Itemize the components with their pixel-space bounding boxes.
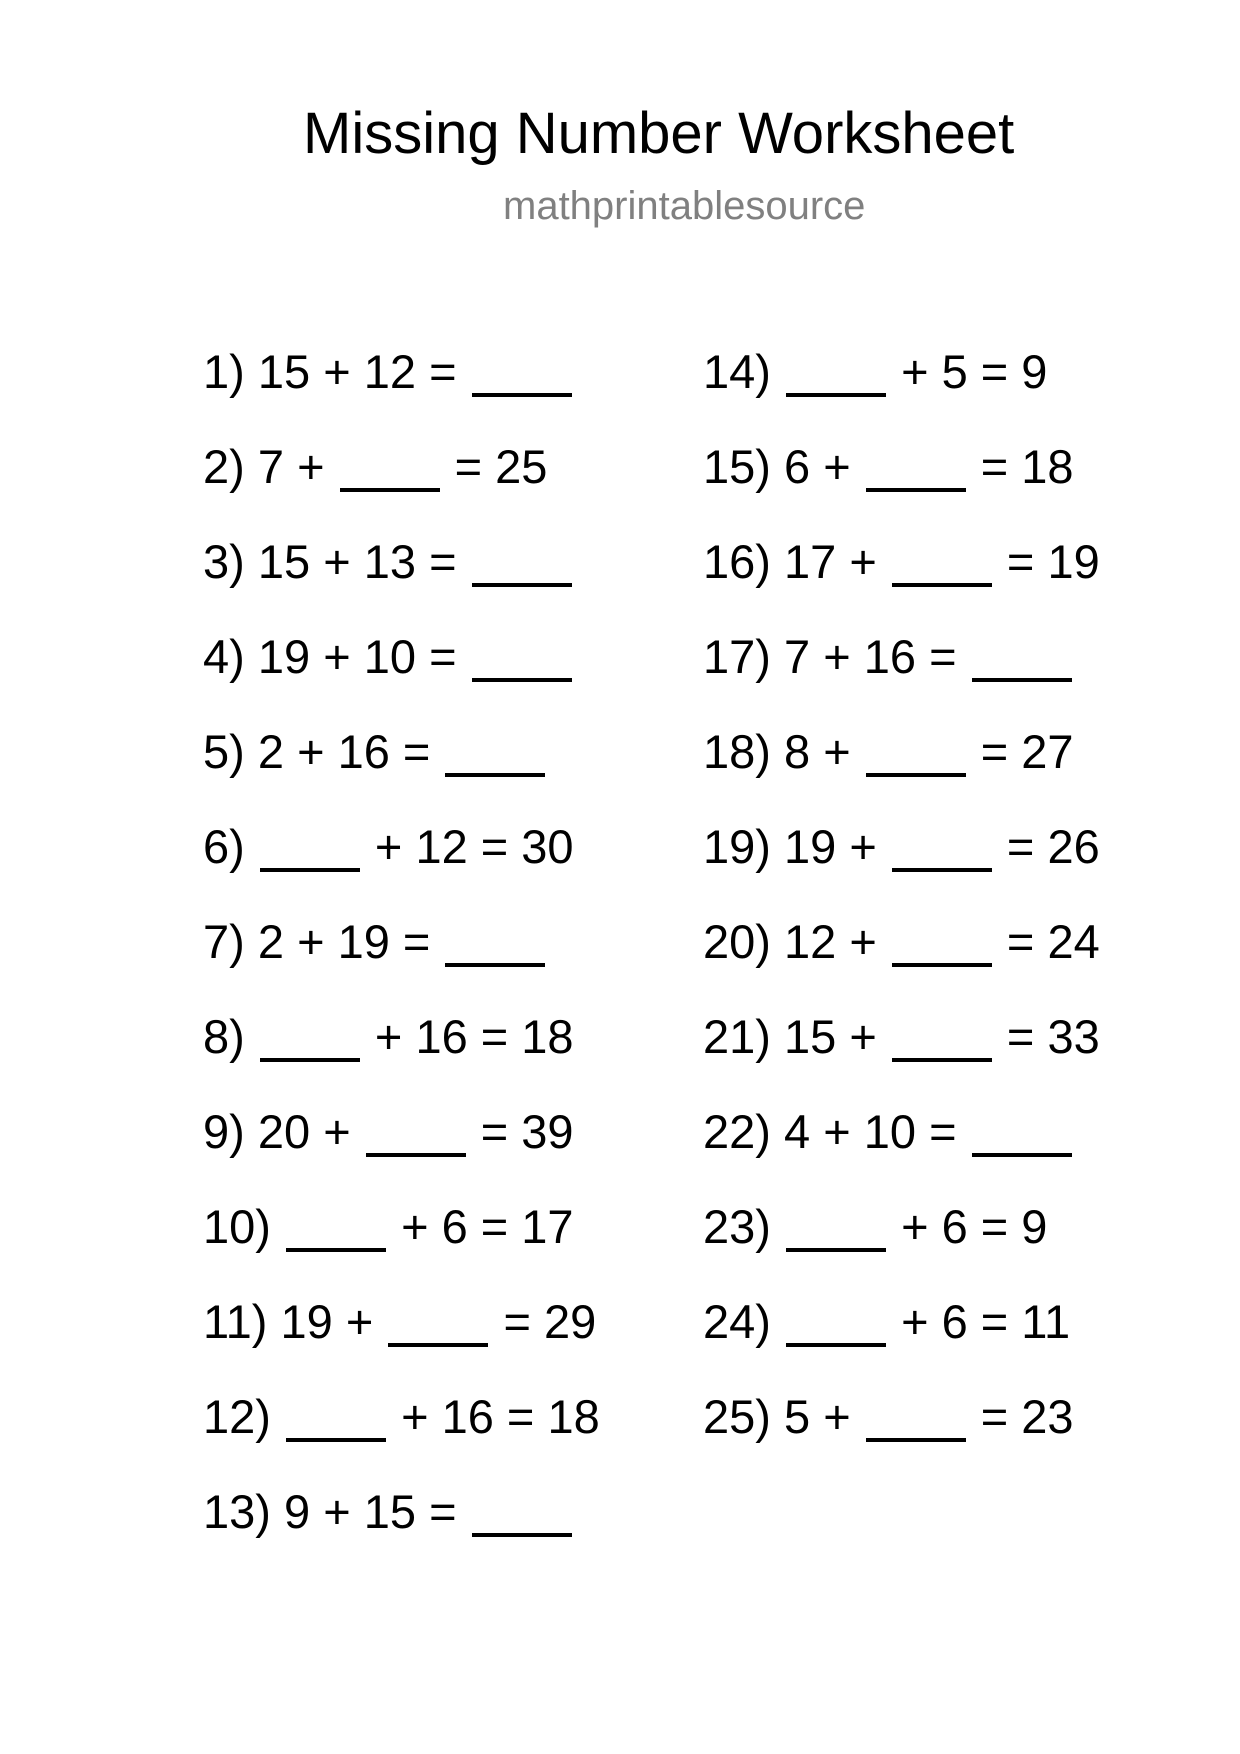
- operand-a: 19: [257, 630, 311, 683]
- equals-sign: =: [480, 820, 509, 873]
- operand-b: 10: [363, 630, 416, 683]
- problem-item: [703, 439, 1100, 534]
- problem-item: [203, 1389, 600, 1484]
- plus-sign: +: [374, 1010, 403, 1063]
- operand-a: 6: [784, 440, 811, 493]
- operand-a: 7: [257, 440, 284, 493]
- equals-sign: =: [980, 1390, 1009, 1443]
- equals-sign: =: [1006, 820, 1035, 873]
- problem-item: [203, 1484, 600, 1579]
- operand-b: 6: [441, 1200, 468, 1253]
- operand-b: 12: [415, 820, 468, 873]
- problems-column-left: [203, 344, 600, 1579]
- result: 24: [1047, 915, 1100, 968]
- equals-sign: =: [503, 1295, 531, 1348]
- equals-sign: =: [480, 1200, 509, 1253]
- problem-item: [703, 344, 1100, 439]
- plus-sign: +: [401, 1390, 429, 1443]
- answer-blank[interactable]: [472, 674, 572, 682]
- problem-item: [203, 439, 600, 534]
- plus-sign: +: [823, 1390, 851, 1443]
- equals-sign: =: [980, 440, 1009, 493]
- equals-sign: =: [929, 1105, 957, 1158]
- operand-a: 15: [257, 345, 311, 398]
- answer-blank[interactable]: [892, 959, 992, 967]
- worksheet-source: mathprintablesource: [503, 184, 866, 228]
- equals-sign: =: [506, 1390, 535, 1443]
- problem-item: [203, 1009, 600, 1104]
- result: 33: [1047, 1010, 1100, 1063]
- equals-sign: =: [929, 630, 957, 683]
- equals-sign: =: [429, 630, 457, 683]
- problem-number: 2): [203, 440, 245, 493]
- problem-number: 17): [703, 630, 771, 683]
- operand-b: 16: [415, 1010, 468, 1063]
- operand-b: 16: [441, 1390, 494, 1443]
- result: 18: [547, 1390, 600, 1443]
- problem-item: [703, 724, 1100, 819]
- answer-blank[interactable]: [892, 1054, 992, 1062]
- result: 11: [1021, 1295, 1071, 1348]
- answer-blank[interactable]: [786, 1244, 886, 1252]
- problem-number: 8): [203, 1010, 245, 1063]
- problem-number: 21): [703, 1010, 771, 1063]
- plus-sign: +: [297, 725, 325, 778]
- operand-a: 19: [784, 820, 837, 873]
- equals-sign: =: [429, 1485, 457, 1538]
- equals-sign: =: [429, 535, 457, 588]
- problem-number: 1): [203, 345, 245, 398]
- operand-a: 12: [784, 915, 837, 968]
- equals-sign: =: [402, 915, 431, 968]
- problem-item: [703, 1104, 1100, 1199]
- plus-sign: +: [401, 1200, 429, 1253]
- problem-number: 18): [703, 725, 771, 778]
- operand-a: 15: [784, 1010, 837, 1063]
- problem-number: 13): [203, 1485, 271, 1538]
- problem-number: 16): [703, 535, 771, 588]
- problem-number: 6): [203, 820, 245, 873]
- operand-a: 19: [280, 1295, 333, 1348]
- result: 30: [521, 820, 574, 873]
- plus-sign: +: [297, 440, 325, 493]
- answer-blank[interactable]: [786, 1339, 886, 1347]
- operand-a: 8: [784, 725, 811, 778]
- plus-sign: +: [849, 820, 877, 873]
- operand-a: 20: [257, 1105, 311, 1158]
- result: 39: [521, 1105, 574, 1158]
- equals-sign: =: [429, 345, 457, 398]
- problem-item: [203, 1294, 600, 1389]
- equals-sign: =: [402, 725, 431, 778]
- plus-sign: +: [823, 1105, 851, 1158]
- problem-item: [703, 629, 1100, 724]
- equals-sign: =: [1006, 535, 1035, 588]
- result: 29: [543, 1295, 597, 1348]
- operand-a: 7: [784, 630, 811, 683]
- problem-item: [703, 534, 1100, 629]
- plus-sign: +: [323, 630, 351, 683]
- plus-sign: +: [323, 1485, 351, 1538]
- answer-blank[interactable]: [286, 1434, 386, 1442]
- answer-blank[interactable]: [366, 1149, 466, 1157]
- problem-number: 15): [703, 440, 771, 493]
- operand-b: 16: [337, 725, 390, 778]
- answer-blank[interactable]: [260, 1054, 360, 1062]
- answer-blank[interactable]: [286, 1244, 386, 1252]
- problem-item: [203, 914, 600, 1009]
- answer-blank[interactable]: [866, 1434, 966, 1442]
- operand-a: 15: [257, 535, 311, 588]
- problem-item: [203, 629, 600, 724]
- equals-sign: =: [980, 1295, 1009, 1348]
- answer-blank[interactable]: [972, 1149, 1072, 1157]
- plus-sign: +: [823, 630, 851, 683]
- answer-blank[interactable]: [260, 864, 360, 872]
- answer-blank[interactable]: [472, 389, 572, 397]
- plus-sign: +: [849, 535, 877, 588]
- problem-item: [703, 1199, 1100, 1294]
- problem-number: 25): [703, 1390, 771, 1443]
- problem-number: 14): [703, 345, 771, 398]
- plus-sign: +: [849, 915, 877, 968]
- result: 17: [521, 1200, 574, 1253]
- problem-item: [203, 1104, 600, 1199]
- plus-sign: +: [297, 915, 325, 968]
- answer-blank[interactable]: [786, 389, 886, 397]
- problem-item: [203, 344, 600, 439]
- answer-blank[interactable]: [892, 579, 992, 587]
- operand-b: 5: [941, 345, 968, 398]
- worksheet-title: Missing Number Worksheet: [303, 101, 1015, 166]
- operand-b: 15: [363, 1485, 416, 1538]
- result: 9: [1021, 1200, 1048, 1253]
- answer-blank[interactable]: [388, 1339, 488, 1347]
- problem-number: 7): [203, 915, 245, 968]
- operand-a: 2: [257, 915, 284, 968]
- equals-sign: =: [480, 1105, 509, 1158]
- equals-sign: =: [980, 1200, 1009, 1253]
- operand-b: 6: [941, 1295, 968, 1348]
- answer-blank[interactable]: [445, 769, 545, 777]
- answer-blank[interactable]: [445, 959, 545, 967]
- problem-item: [703, 819, 1100, 914]
- problem-number: 22): [703, 1105, 771, 1158]
- problem-number: 24): [703, 1295, 771, 1348]
- answer-blank[interactable]: [972, 674, 1072, 682]
- equals-sign: =: [980, 345, 1009, 398]
- answer-blank[interactable]: [472, 579, 572, 587]
- answer-blank[interactable]: [472, 1529, 572, 1537]
- problem-number: 5): [203, 725, 245, 778]
- equals-sign: =: [480, 1010, 509, 1063]
- result: 26: [1047, 820, 1100, 873]
- problem-number: 11): [203, 1295, 268, 1348]
- problem-item: [703, 1294, 1100, 1389]
- problem-item: [203, 534, 600, 629]
- operand-a: 5: [784, 1390, 811, 1443]
- plus-sign: +: [901, 1200, 929, 1253]
- answer-blank[interactable]: [340, 484, 440, 492]
- plus-sign: +: [374, 820, 403, 873]
- operand-b: 16: [863, 630, 916, 683]
- problem-number: 3): [203, 535, 245, 588]
- problem-number: 19): [703, 820, 771, 873]
- result: 18: [1021, 440, 1074, 493]
- answer-blank[interactable]: [866, 769, 966, 777]
- problem-number: 4): [203, 630, 245, 683]
- equals-sign: =: [1006, 915, 1035, 968]
- equals-sign: =: [454, 440, 483, 493]
- operand-b: 12: [363, 345, 416, 398]
- problem-item: [203, 819, 600, 914]
- plus-sign: +: [823, 440, 851, 493]
- operand-b: 13: [363, 535, 416, 588]
- problem-number: 10): [203, 1200, 271, 1253]
- operand-a: 4: [784, 1105, 811, 1158]
- problem-item: [703, 914, 1100, 1009]
- operand-a: 9: [284, 1485, 311, 1538]
- plus-sign: +: [849, 1010, 877, 1063]
- result: 23: [1021, 1390, 1074, 1443]
- problems-column-right: [703, 344, 1100, 1484]
- operand-a: 2: [257, 725, 284, 778]
- problem-item: [203, 724, 600, 819]
- problem-number: 9): [203, 1105, 245, 1158]
- problem-item: [703, 1389, 1100, 1484]
- problem-item: [703, 1009, 1100, 1104]
- problem-number: 12): [203, 1390, 271, 1443]
- operand-a: 17: [784, 535, 837, 588]
- plus-sign: +: [323, 1105, 351, 1158]
- plus-sign: +: [323, 535, 351, 588]
- equals-sign: =: [1006, 1010, 1035, 1063]
- answer-blank[interactable]: [892, 864, 992, 872]
- problem-number: 23): [703, 1200, 771, 1253]
- result: 25: [495, 440, 548, 493]
- operand-b: 19: [337, 915, 390, 968]
- result: 18: [521, 1010, 574, 1063]
- plus-sign: +: [823, 725, 851, 778]
- problem-number: 20): [703, 915, 771, 968]
- operand-b: 6: [941, 1200, 968, 1253]
- plus-sign: +: [345, 1295, 374, 1348]
- equals-sign: =: [980, 725, 1009, 778]
- plus-sign: +: [323, 345, 351, 398]
- result: 9: [1021, 345, 1048, 398]
- plus-sign: +: [901, 345, 929, 398]
- problem-item: [203, 1199, 600, 1294]
- operand-b: 10: [863, 1105, 916, 1158]
- plus-sign: +: [901, 1295, 929, 1348]
- answer-blank[interactable]: [866, 484, 966, 492]
- result: 19: [1047, 535, 1100, 588]
- result: 27: [1021, 725, 1074, 778]
